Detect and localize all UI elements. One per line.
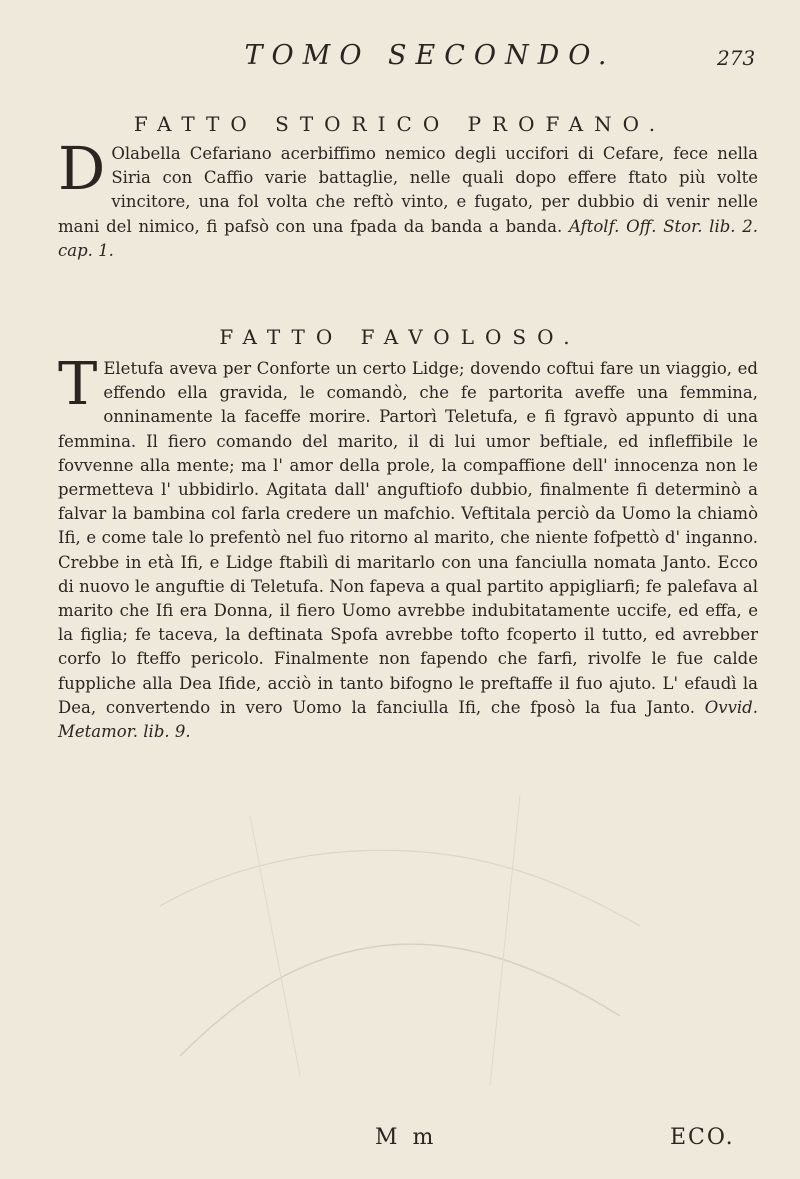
catchword: ECO. — [670, 1125, 735, 1150]
drop-cap: T — [58, 349, 98, 418]
faint-illustration — [120, 756, 680, 1116]
section-title-storico: FATTO STORICO PROFANO. — [133, 112, 667, 136]
paragraph-storico — [58, 134, 758, 263]
running-head: TOMO SECONDO. — [244, 40, 616, 71]
page-number: 273 — [717, 46, 756, 70]
paragraph-favoloso — [58, 349, 758, 744]
drop-cap: D — [58, 134, 106, 203]
signature-mark: M m — [375, 1125, 438, 1150]
paragraph-text: Olabella Cefariano acerbiffimo nemico degli uccifori di Cefare, fece nella Siria con Caffio varie battaglie, nelle quali dopo effere ftato più volte vincitore, una fol volta che reftò vinto, e fugato, per dubbio di venir nelle mani del nimico, fi pafsò con una fpada da banda a banda. — [58, 144, 758, 236]
citation: Ovvid. Metamor. lib. 9. — [58, 697, 758, 742]
paragraph-text: Eletufa aveva per Conforte un certo Lidge; dovendo coftui fare un viaggio, ed effendo ella gravida, le comandò, che fe partorita aveffe una femmina, onninamente la faceffe morire. Partorì Teletufa, e fi fgravò appunto di una femmina. Il fiero comando del marito, il di lui umor beftiale, ed infleffibile le fovvenne alla mente; ma l' amor della prole, la compaffione dell' innocenza non le permetteva l' ubbidirlo. Agitata dall' anguftiofo dubbio, finalmente fi determinò a falvar la bambina col farla credere un mafchio. Veftitala perciò da Uomo la chiamò Ifi, e come tale lo prefentò nel fuo ritorno al marito, che niente fofpettò d' inganno. Crebbe in età Ifi, e Lidge ftabilì di maritarlo con una fanciulla nomata Janto. Ecco di nuovo le anguftie di Teletufa. Non fapeva a qual partito appigliarfi; fe palefava al marito che Ifi era Donna, il fiero Uomo avrebbe indubitatamente uccife, ed effa, e la figlia; fe taceva, la deftinata Spofa avrebbe tofto fcoperto il tutto, ed avrebber corfo lo fteffo pericolo. Finalmente non fapendo che farfi, rivolfe le fue calde fuppliche alla Dea Ifide, acciò in tanto bifogno le preftaffe il fuo ajuto. L' efaudì la Dea, convertendo in vero Uomo la fanciulla Ifi, che fposò la fua Janto. — [58, 359, 758, 717]
citation: Aftolf. Off. Stor. lib. 2. cap. 1. — [58, 216, 758, 260]
section-title-favoloso: FATTO FAVOLOSO. — [219, 325, 581, 349]
